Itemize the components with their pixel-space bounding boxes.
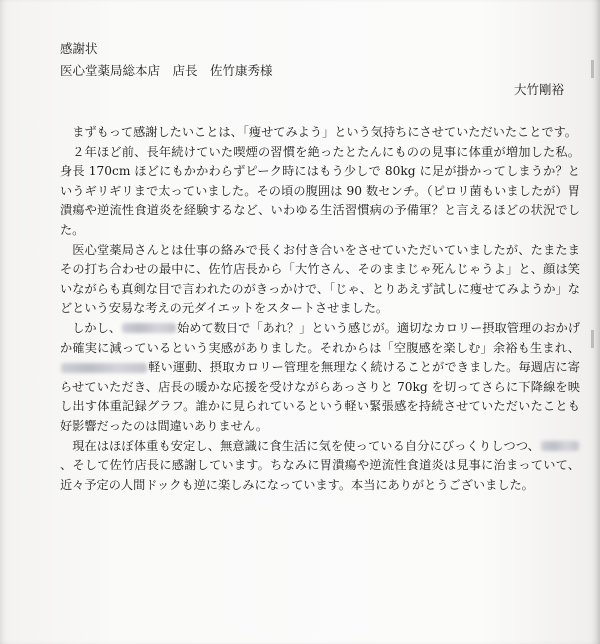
paragraph: まずもって感謝したいことは、「痩せてみよう」という気持ちにさせていただいたことです。	[72, 125, 577, 139]
paragraph	[60, 437, 580, 496]
paragraph-text: 、そして佐竹店長に感謝しています。ちなみに胃潰瘍や逆流性食道炎は見事に治まっていて、近々予定の人間ドックも逆に楽しみになっています。本当にありがとうございました。	[60, 458, 580, 492]
paragraph: 医心堂薬局さんとは仕事の絡みで長くお付き合いをさせていただいていましたが、たまたまその打ち合わせの最中に、佐竹店長から「大竹さん、そのままじゃ死んじゃうよ」と、顔は笑いながらも真剣な目で言われたのがきっかけで、「じゃ、とりあえず試しに痩せてみようか」などという安易な考えの元ダイエットをスタートさせました。	[60, 242, 580, 316]
letter-addressee: 医心堂薬局総本店 店長 佐竹康秀様	[60, 63, 273, 78]
paragraph-text: 始めて数日で「あれ？」という感じが。適切なカロリー摂取管理のおかげか確実に減っているという実感がありました。それからは「空腹感を楽しむ」余裕も生まれ、	[60, 320, 581, 355]
scan-edge-mark	[591, 60, 594, 78]
paragraph-text: 現在はほぼ体重も安定し、無意識に食生活に気を使っている自分にびっくりしつつ、	[72, 438, 540, 453]
letter-header	[60, 38, 273, 82]
paragraph: ２年ほど前、長年続けていた喫煙の習慣を絶ったとたんにものの見事に体重が増加した私。身長 170cm ほどにもかかわらずピーク時にはもう少しで 80kg に足が掛かってしまうか？というギリギリまで太っていました。その頃の腹囲は 90 数センチ。（ピロリ菌もいましたが）胃潰瘍や逆流性食道炎を経験するなど、いわゆる生活習慣病の予備軍？と言えるほどの状況でした。	[60, 144, 580, 237]
scan-edge-mark	[591, 330, 594, 348]
redacted-text	[122, 323, 176, 333]
paragraph	[60, 319, 580, 437]
paragraph-text: しかし、	[72, 320, 122, 335]
redacted-text	[541, 441, 579, 451]
paragraph-text: 軽い運動、摂取カロリー管理を無理なく続けることができました。毎週店に寄らせていただき、店長の暖かな応援を受けながらあっさりと 70kg を切ってさらに下降線を映し出す体重記録グラフ。誰かに見られているという軽い緊張感を持続させていただいたことも好影響だったのは間違いありません。	[60, 360, 580, 433]
redacted-text	[61, 363, 147, 373]
letter-title: 感謝状	[60, 41, 98, 56]
letter-body	[60, 123, 580, 495]
letter-signer: 大竹剛裕	[513, 82, 564, 97]
